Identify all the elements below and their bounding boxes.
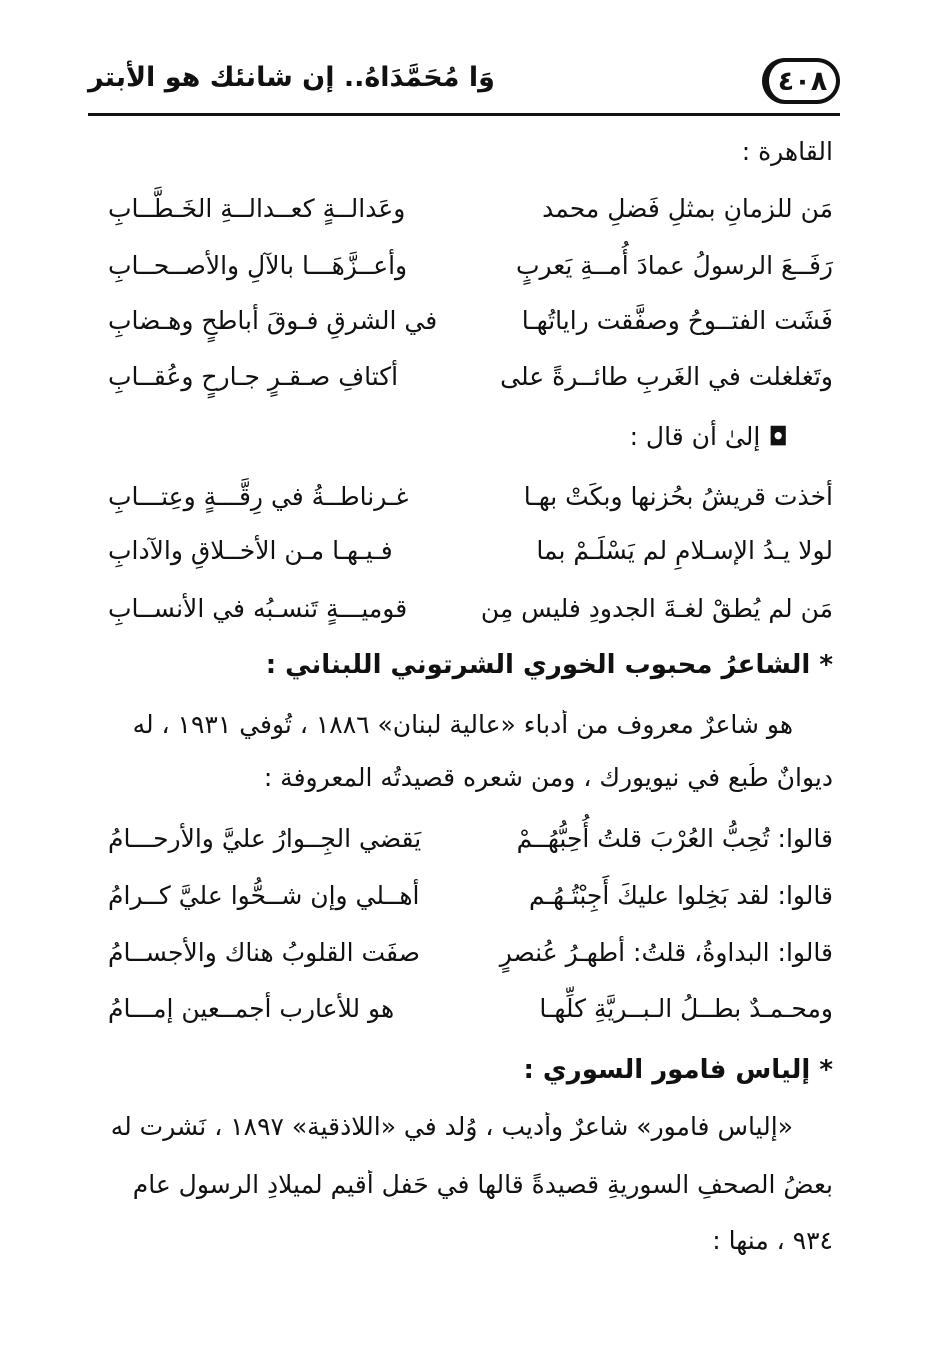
page-number-badge [762,58,840,104]
section-heading-elias: * إلياس فامور السوري : [523,1055,833,1085]
header-divider [88,113,840,116]
verse-line [98,188,833,228]
verse-first-hemistich: فَشَت الفتــوحُ وصفَّقت راياتُهـا [521,305,833,335]
verse-second-hemistich: وأعــزَّهَـــا بالآلِ والأصــحــابِ [108,250,408,280]
verse-first-hemistich: مَن للزمانِ بمثلِ فَضلِ محمد [542,193,833,223]
verse-line [98,988,833,1028]
verse-first-hemistich: قالوا: البداوةُ، قلتُ: أطهـرُ عُنصرٍ [499,937,833,967]
paragraph-line: ٩٣٤ ، منها : [712,1226,833,1255]
page-header [88,50,840,110]
verse-line [98,818,833,858]
verse-line [98,875,833,915]
verse-line [98,932,833,972]
verse-second-hemistich: غـرناطــةُ في رِقَّـــةٍ وعِتـــابِ [108,481,409,511]
verse-second-hemistich: أهــلي وإن شــحُّوا عليَّ كــرامُ [108,880,420,910]
verse-second-hemistich: هو للأعارب أجمــعين إمـــامُ [108,993,395,1023]
paragraph-line: بعضُ الصحفِ السوريةِ قصيدةً قالها في حَفلٍ أُقيم لميلادِ الرسول عام [132,1170,833,1199]
paragraph-line: هو شاعرٌ معروف من أُدباء «عالية لبنان» ١٨٨٦ ، تُوفي ١٩٣١ ، له [132,710,793,739]
paragraph-line: ديوانٌ طُبع في نيويورك ، ومن شعرِه قصيدتُه المعروفة : [263,763,833,792]
section-heading-mahboub: * الشاعرُ محبوب الخوري الشرتوني اللبناني : [265,650,833,680]
verse-line [98,476,833,516]
verse-line [98,530,833,570]
verse-second-hemistich: فـيـهـا مـن الأخــلاقِ والآدابِ [108,535,393,565]
verse-first-hemistich: ومحـمـدٌ بطــلُ الـبــريَّةِ كلِّهـا [539,993,833,1023]
verse-second-hemistich: قوميـــةٍ تَنسـبُه في الأنســابِ [108,593,408,623]
verse-second-hemistich: يَقضي الجِــوارُ عليَّ والأرحـــامُ [108,823,422,853]
verse-second-hemistich: أكتافِ صـقـرٍ جـارحٍ وعُقــابِ [108,361,399,391]
running-title: وَا مُحَمَّدَاهُ.. إن شانئك هو الأبتر [88,62,495,93]
verse-second-hemistich: وعَدالــةٍ كعــدالــةِ الخَـطَّــابِ [108,193,406,223]
verse-first-hemistich: وتَغلغلت في الغَربِ طائــرةً على [500,361,833,391]
verse-first-hemistich: أخذت قريشُ بحُزنها وبكَتْ بهـا [523,481,833,511]
verse-line [98,356,833,396]
verse-first-hemistich: رَفَــعَ الرسولُ عمادَ أُمــةِ يَعربٍ [515,250,833,280]
verse-first-hemistich: قالوا: تُحِبُّ العُرْبَ قلتُ أُحِبُّهُــمْ [516,823,833,853]
continuation-label: ◘ إلىٰ أن قال : [629,422,788,451]
verse-line [98,245,833,285]
paragraph-line: «إلياس فامور» شاعرٌ وأديب ، وُلد في «اللاذقية» ١٨٩٧ ، نَشرت له [110,1112,793,1141]
verse-line [98,588,833,628]
verse-second-hemistich: صفَت القلوبُ هناك والأجســامُ [108,937,420,967]
verse-line [98,300,833,340]
place-label-cairo: القاهرة : [741,137,833,166]
verse-first-hemistich: لولا يـدُ الإسـلامِ لم يَسْلَـمْ بما [536,535,833,565]
verse-first-hemistich: قالوا: لقد بَخِلوا عليكَ أَجِبْتُـهُـم [529,880,833,910]
verse-second-hemistich: في الشرقِ فـوقَ أباطحٍ وهـضابِ [108,305,438,335]
verse-first-hemistich: مَن لم يُطقْ لغـةَ الجدودِ فليس مِن [480,593,833,623]
page-number: ٤٠٨ [777,65,828,97]
